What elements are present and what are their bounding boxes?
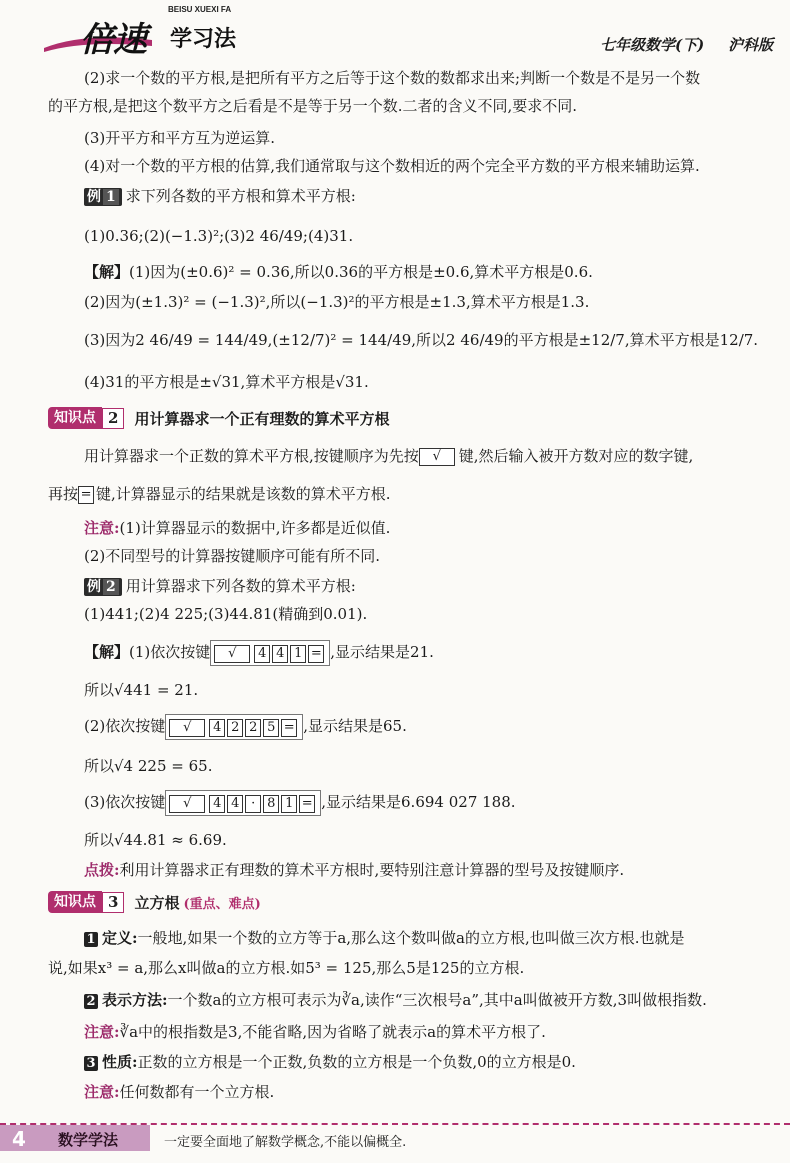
solution-2-line: 所以√44.81 ≈ 6.69. xyxy=(84,831,227,849)
example-2-items: (1)441;(2)4 225;(3)44.81(精确到0.01). xyxy=(84,605,368,623)
solution-1-line: (3)因为2 46/49 = 144/49,(±12/7)² = 144/49,所以2 46/49的平方根是±12/7,算术平方根是12/7. xyxy=(84,331,759,349)
representation-line: 2 表示方法:一个数a的立方根可表示为∛a,读作“三次根号a”,其中a叫做被开方数,3叫做根指数. xyxy=(84,990,707,1010)
note-line: 注意:(1)计算器显示的数据中,许多都是近似值. xyxy=(84,519,391,537)
key-sequence: √ 4 4 1 = xyxy=(210,640,330,666)
definition-line: 1 定义:一般地,如果一个数的立方等于a,那么这个数叫做a的立方根,也叫做三次方根.也就是 xyxy=(84,928,685,948)
solution-2-line: 【解】(1)依次按键 √ 4 4 1 = ,显示结果是21. xyxy=(84,640,434,666)
example-badge: 例 2 xyxy=(84,578,122,596)
tip-line: 点拨:利用计算器求正有理数的算术平方根时,要特别注意计算器的型号及按键顺序. xyxy=(84,861,625,879)
page-number: 4 xyxy=(12,1127,26,1151)
logo-subtitle: 学习法 xyxy=(170,27,237,52)
logo-title: 倍速 xyxy=(80,20,146,60)
note-line: (2)不同型号的计算器按键顺序可能有所不同. xyxy=(84,547,381,565)
note-line: 注意:∛a中的根指数是3,不能省略,因为省略了就表示a的算术平方根了. xyxy=(84,1023,546,1041)
knowledge-point-2-header: 知识点 2 用计算器求一个正有理数的算术平方根 xyxy=(48,406,389,430)
example-badge: 例 1 xyxy=(84,188,122,206)
section-title: 立方根 xyxy=(134,893,180,912)
para-line: (4)对一个数的平方根的估算,我们通常取与这个数相近的两个完全平方数的平方根来辅助运算. xyxy=(84,157,700,175)
section-name: 数学学法 xyxy=(58,1131,119,1149)
note-line: 注意:任何数都有一个立方根. xyxy=(84,1083,275,1101)
para-line: (3)开平方和平方互为逆运算. xyxy=(84,129,276,147)
page-header xyxy=(0,0,790,62)
knowledge-point-3-header: 知识点 3 立方根 (重点、难点) xyxy=(48,890,261,914)
para-line: 的平方根,是把这个数平方之后看是不是等于另一个数.二者的含义不同,要求不同. xyxy=(48,97,578,115)
definition-line: 说,如果x³ = a,那么x叫做a的立方根.如5³ = 125,那么5是125的立方根. xyxy=(48,959,525,977)
logo-pinyin: BEISU XUEXI FA xyxy=(168,5,232,14)
para-line: 再按 = 键,计算器显示的结果就是该数的算术平方根. xyxy=(48,485,391,503)
solution-2-line: (2)依次按键 √ 4 2 2 5 = ,显示结果是65. xyxy=(84,714,407,740)
sqrt-key: √ xyxy=(419,448,455,466)
solution-1-line: (4)31的平方根是±√31,算术平方根是√31. xyxy=(84,373,369,391)
solution-2-line: 所以√4 225 = 65. xyxy=(84,757,213,775)
section-title: 用计算器求一个正有理数的算术平方根 xyxy=(134,409,390,428)
footer-motto: 一定要全面地了解数学概念,不能以偏概全. xyxy=(164,1135,407,1150)
equals-key: = xyxy=(78,486,94,504)
example-1-header: 例 1 求下列各数的平方根和算术平方根: xyxy=(84,186,356,206)
example-1-items: (1)0.36;(2)(−1.3)²;(3)2 46/49;(4)31. xyxy=(84,227,354,245)
para-line: (2)求一个数的平方根,是把所有平方之后等于这个数的数都求出来;判断一个数是不是另一个数 xyxy=(84,69,701,87)
key-sequence: √ 4 4 · 8 1 = xyxy=(165,790,321,816)
para-line: 用计算器求一个正数的算术平方根,按键顺序为先按 √ 键,然后输入被开方数对应的数字键, xyxy=(84,447,694,465)
solution-1-line: 【解】(1)因为(±0.6)² = 0.36,所以0.36的平方根是±0.6,算术平方根是0.6. xyxy=(84,263,593,281)
page-footer xyxy=(0,1123,790,1163)
solution-1-line: (2)因为(±1.3)² = (−1.3)²,所以(−1.3)²的平方根是±1.3,算术平方根是1.3. xyxy=(84,293,590,311)
number-badge: 2 xyxy=(84,994,98,1009)
key-sequence: √ 4 2 2 5 = xyxy=(165,714,303,740)
property-line: 3 性质:正数的立方根是一个正数,负数的立方根是一个负数,0的立方根是0. xyxy=(84,1052,576,1072)
solution-2-line: (3)依次按键 √ 4 4 · 8 1 = ,显示结果是6.694 027 188. xyxy=(84,790,516,816)
edition: 沪科版 xyxy=(728,36,774,54)
number-badge: 3 xyxy=(84,1056,98,1071)
number-badge: 1 xyxy=(84,932,98,947)
example-2-header: 例 2 用计算器求下列各数的算术平方根: xyxy=(84,576,356,596)
book-title: 七年级数学(下) xyxy=(600,36,705,54)
solution-2-line: 所以√441 = 21. xyxy=(84,681,199,699)
